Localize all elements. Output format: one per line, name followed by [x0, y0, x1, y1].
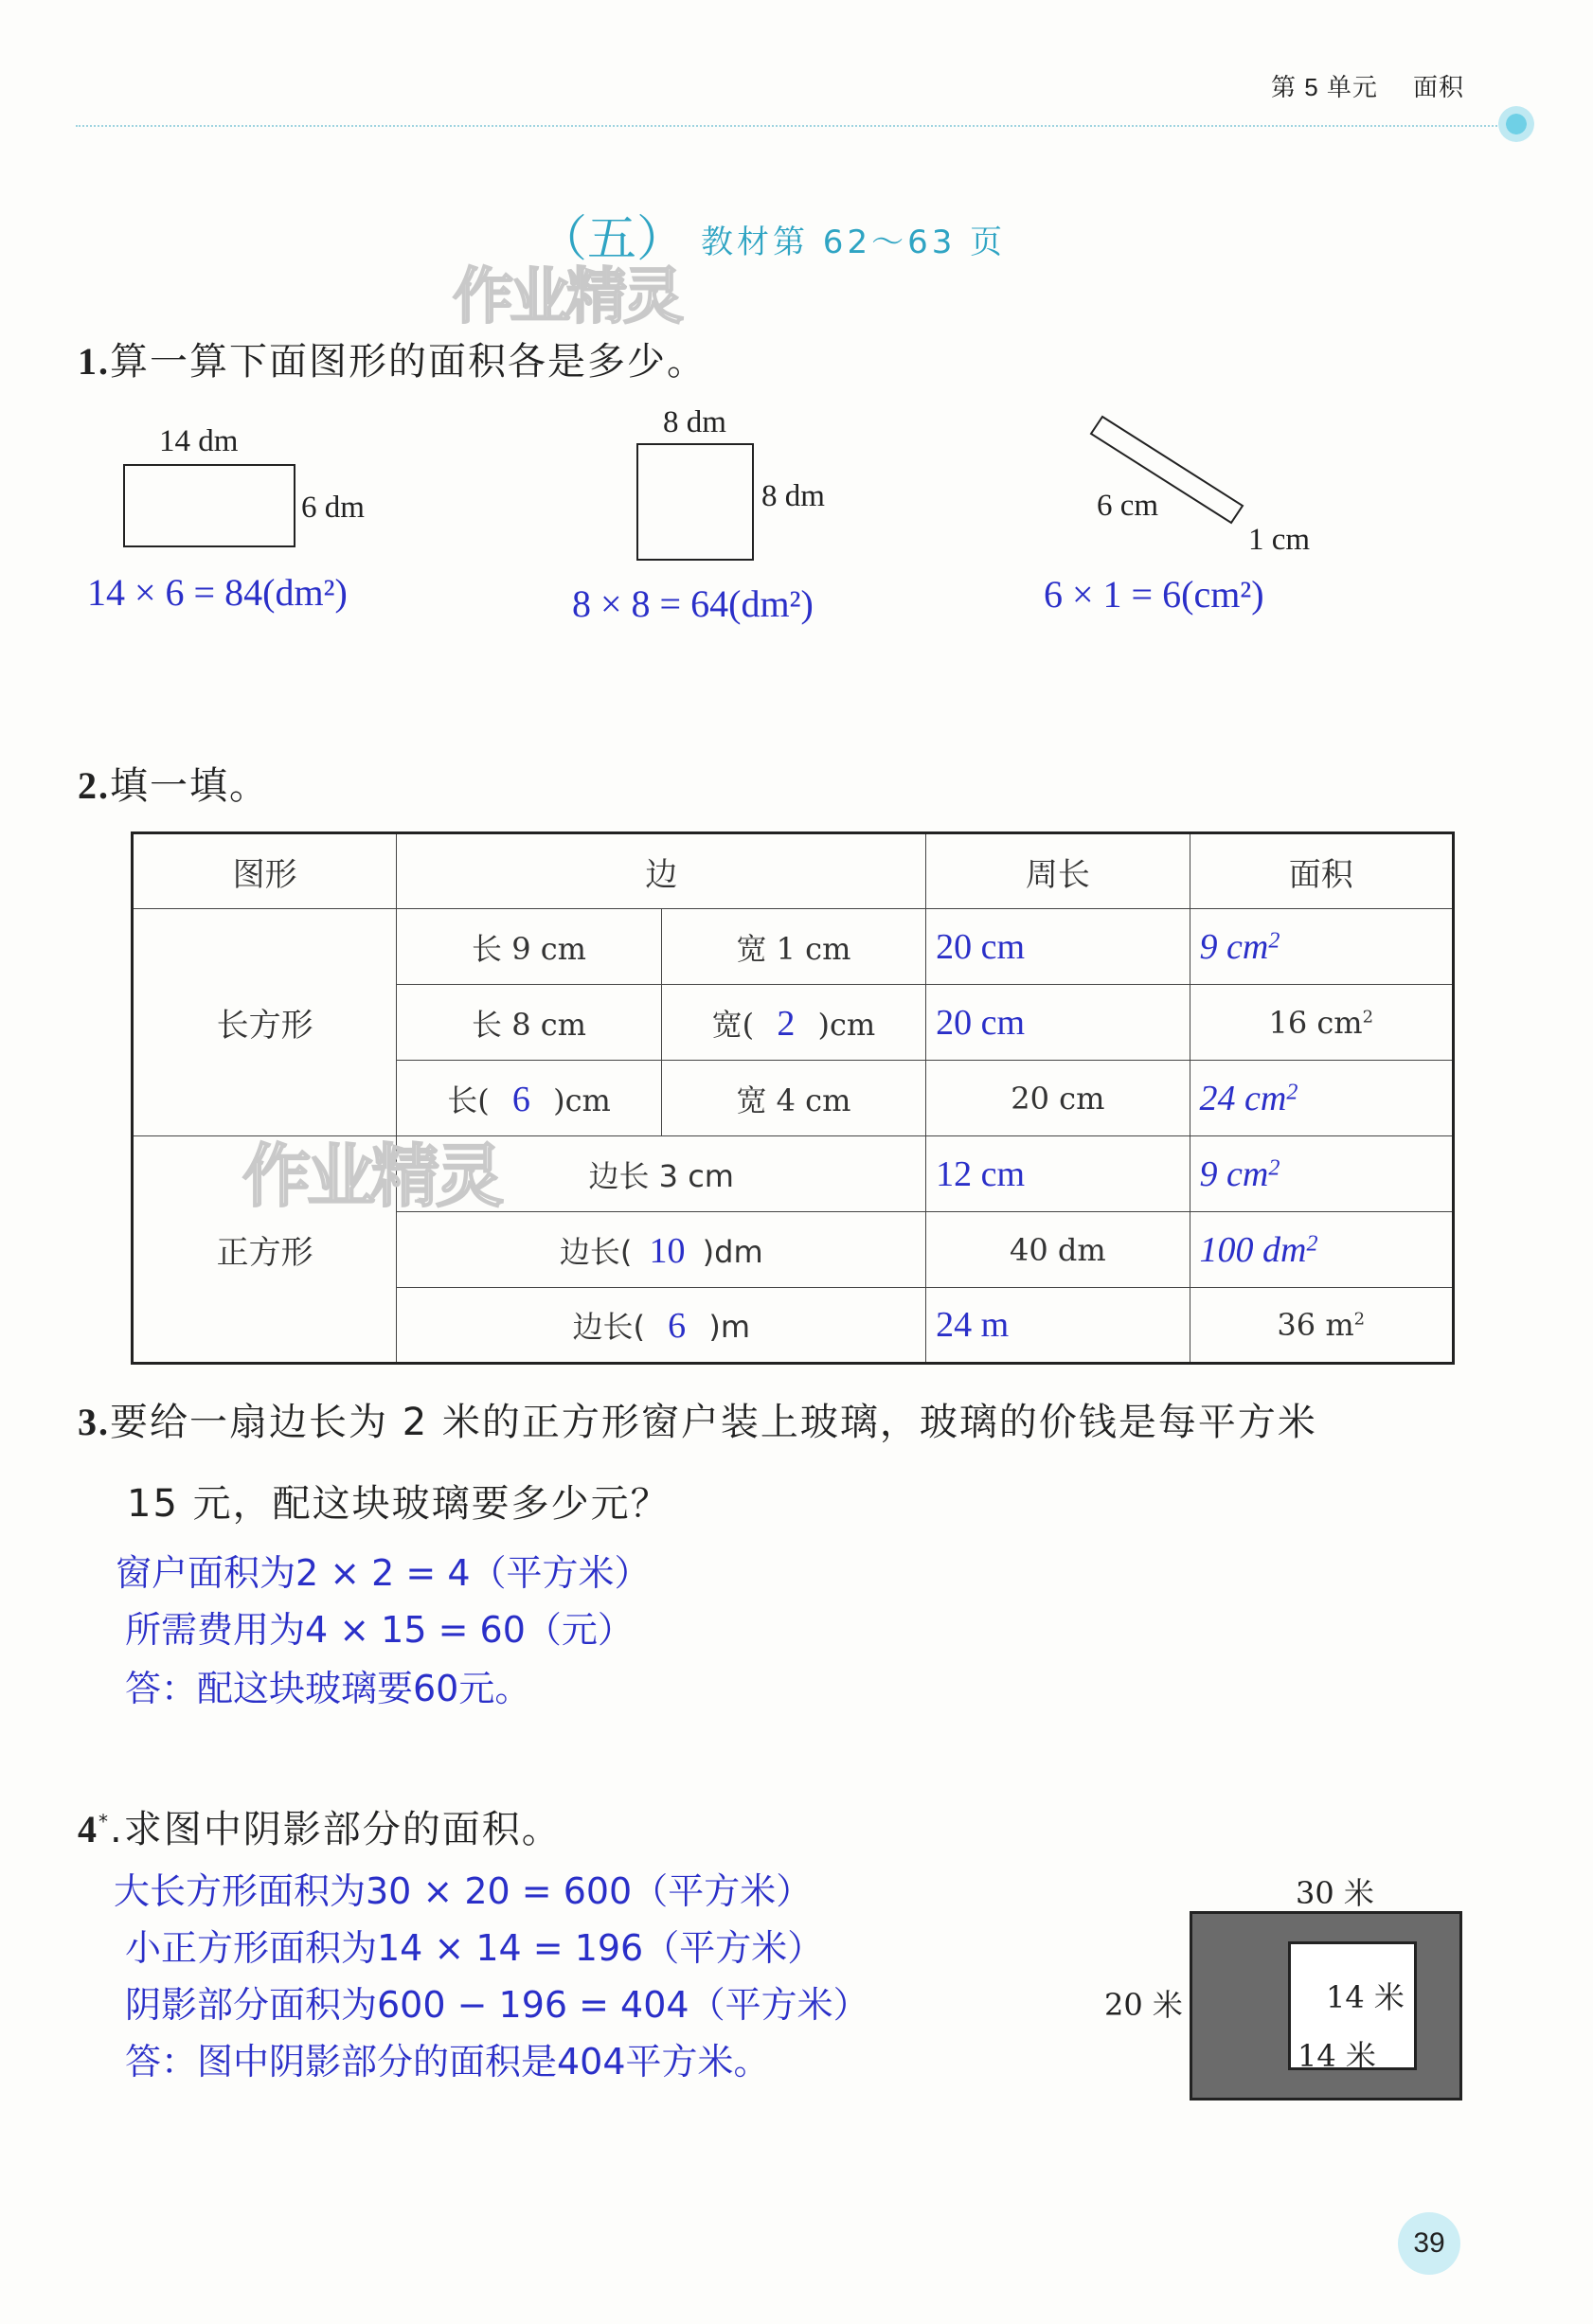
watermark-middle: 作业精灵 [242, 1136, 501, 1216]
header-area: 面积 [1190, 833, 1453, 909]
shape1-side-label: 6 dm [301, 491, 365, 525]
table-row [133, 909, 1454, 985]
fill-table [131, 831, 1455, 1365]
r2-area: 16 $cm^2$ [1190, 985, 1453, 1061]
shape3-short-label: 1 cm [1248, 523, 1311, 557]
q3-number: 3. [78, 1401, 110, 1443]
r5-side: 边长( 10 )dm [397, 1212, 926, 1288]
shape3-answer: 6 × 1 = 6(cm²) [1044, 573, 1264, 616]
r2-length: 长 8 cm [397, 985, 661, 1061]
q1-text: 算一算下面图形的面积各是多少。 [110, 340, 707, 384]
r3-perimeter: 20 cm [926, 1061, 1190, 1136]
q3-answer-line3: 答：配这块玻璃要60元。 [125, 1668, 531, 1709]
header-perimeter: 周长 [926, 833, 1190, 909]
header-shape: 图形 [133, 833, 397, 909]
q4-left-label: 20 米 [1104, 1987, 1183, 2023]
shape3-long-label: 6 cm [1097, 489, 1159, 523]
watermark-top: 作业精灵 [453, 262, 680, 332]
q3-answer-line1: 窗户面积为2 × 2 = 4（平方米） [116, 1552, 651, 1594]
shape2-top-label: 8 dm [663, 405, 726, 439]
q4-answer-line3: 阴影部分面积为600 − 196 = 404（平方米） [125, 1984, 869, 2026]
r6-side: 边长( 6 )m [397, 1288, 926, 1364]
q2-number: 2. [78, 764, 110, 807]
r6-perimeter: 24 m [926, 1288, 1190, 1364]
section-number: （五） [538, 211, 687, 268]
header-divider [76, 125, 1515, 127]
r4-perimeter: 12 cm [926, 1136, 1190, 1212]
square-label: 正方形 [133, 1136, 397, 1364]
q4-number: 4 [78, 1808, 98, 1850]
r1-length: 长 9 cm [397, 909, 661, 985]
q4-answer-line4: 答：图中阴影部分的面积是404平方米。 [125, 2041, 770, 2083]
section-reference: 教材第 62～63 页 [701, 223, 1007, 261]
header-side: 边 [397, 833, 926, 909]
r3-length: 长( 6 )cm [397, 1061, 661, 1136]
shape1-answer: 14 × 6 = 84(dm²) [87, 571, 348, 614]
r2-perimeter: 20 cm [926, 985, 1190, 1061]
topic-label: 面积 [1413, 73, 1465, 101]
q4-top-label: 30 米 [1296, 1875, 1374, 1911]
q4-prompt: 4*.求图中阴影部分的面积。 [78, 1808, 562, 1851]
r6-area: 36 $m^2$ [1190, 1288, 1453, 1364]
unit-label: 第 5 单元 [1271, 73, 1378, 101]
q2-text: 填一填。 [110, 764, 269, 808]
shape2-side-label: 8 dm [761, 479, 825, 513]
r4-side: 边长 3 cm [397, 1136, 926, 1212]
r5-perimeter: 40 dm [926, 1212, 1190, 1288]
q1-prompt [78, 331, 707, 385]
shape2-answer: 8 × 8 = 64(dm²) [572, 582, 814, 625]
shape1-rectangle [123, 464, 295, 547]
header-circle-icon [1498, 106, 1534, 142]
shape2-square [636, 443, 754, 561]
r4-area: 9 $cm^2$ [1190, 1136, 1453, 1212]
q1-number: 1. [78, 340, 110, 383]
rect-label: 长方形 [133, 909, 397, 1136]
q4-inner-bottom-label: 14 米 [1298, 2038, 1376, 2074]
q3-prompt-line2: 15 元，配这块玻璃要多少元？ [127, 1482, 671, 1526]
r1-perimeter: 20 cm [926, 909, 1190, 985]
q3-prompt-line1: 3.要给一扇边长为 2 米的正方形窗户装上玻璃，玻璃的价钱是每平方米 [78, 1401, 1317, 1444]
shape1-top-label: 14 dm [159, 424, 239, 458]
r3-width: 宽 4 cm [661, 1061, 925, 1136]
q2-prompt [78, 756, 269, 810]
r1-width: 宽 1 cm [661, 909, 925, 985]
r1-area: 9 $cm^2$ [1190, 909, 1453, 985]
q4-inner-side-label: 14 米 [1326, 1979, 1405, 2015]
r5-area: 100 $dm^2$ [1190, 1212, 1453, 1288]
q3-answer-line2: 所需费用为4 × 15 = 60（元） [125, 1609, 634, 1651]
r2-width: 宽( 2 )cm [661, 985, 925, 1061]
r3-area: 24 $cm^2$ [1190, 1061, 1453, 1136]
page-number: 39 [1398, 2212, 1460, 2275]
q4-answer-line2: 小正方形面积为14 × 14 = 196（平方米） [125, 1927, 824, 1969]
q4-answer-line1: 大长方形面积为30 × 20 = 600（平方米） [114, 1870, 813, 1912]
